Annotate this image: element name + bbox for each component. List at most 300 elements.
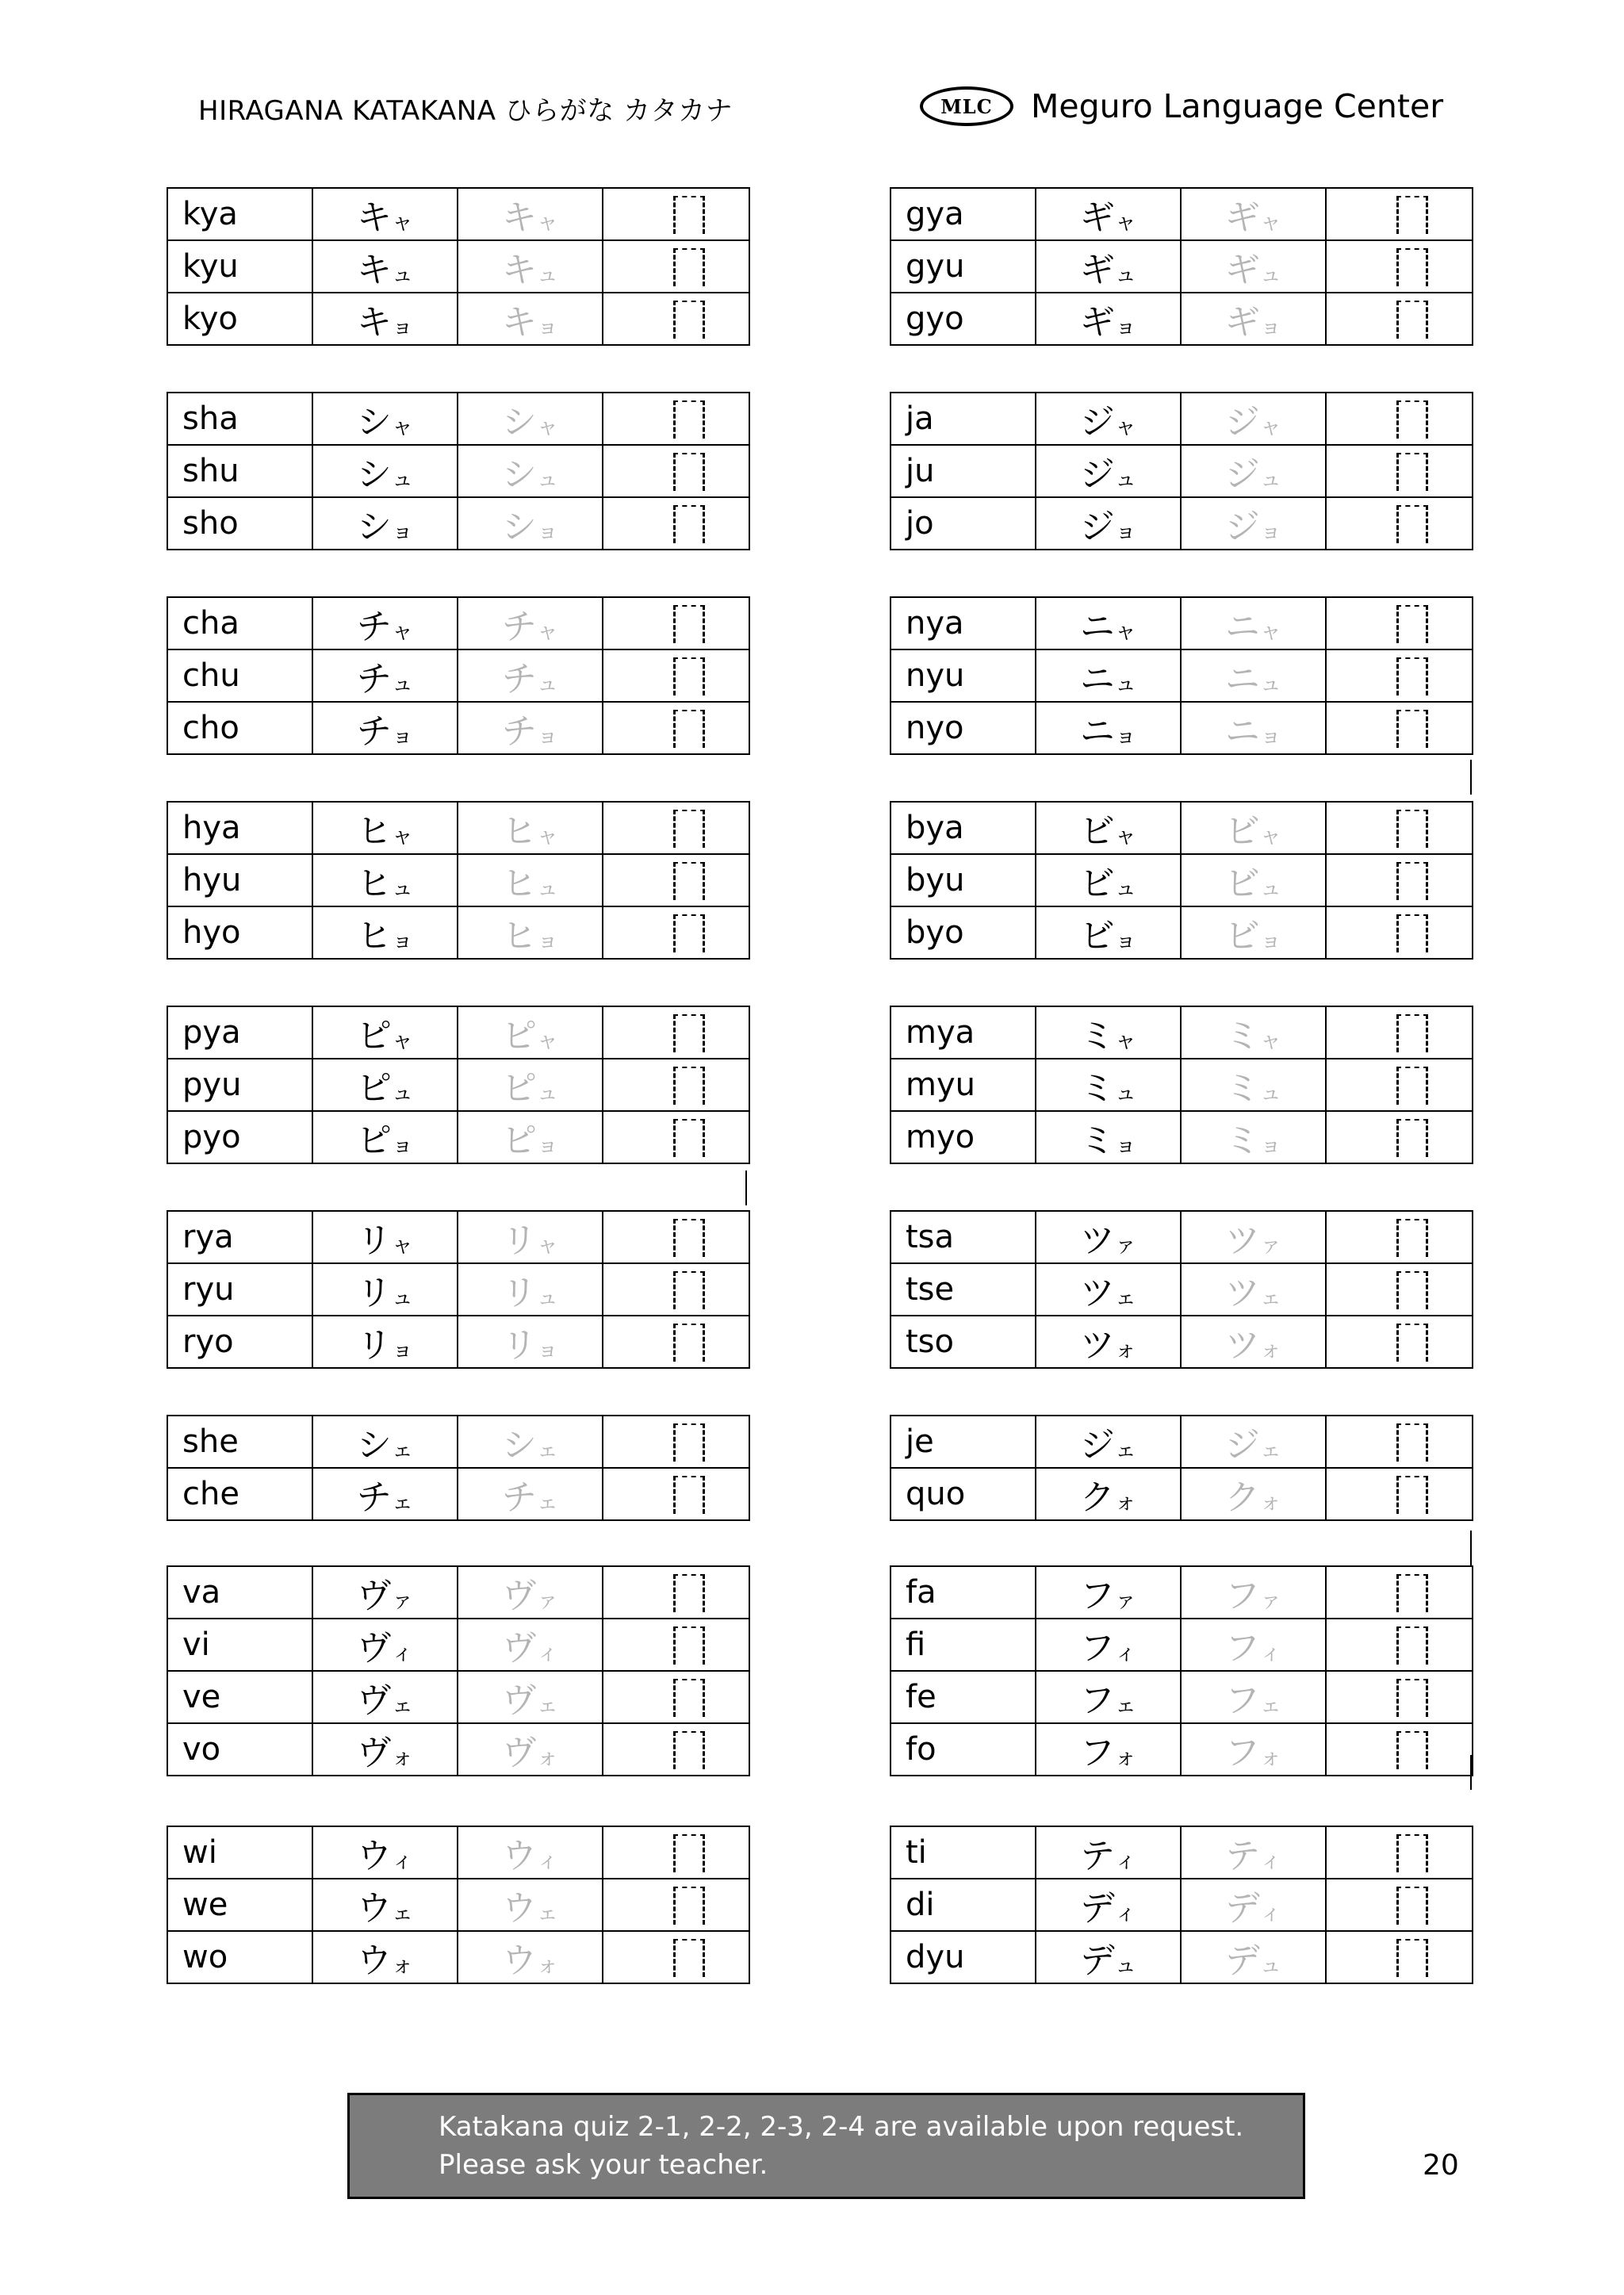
writing-practice-box[interactable] xyxy=(603,1111,749,1163)
dashed-guide-icon xyxy=(1396,1119,1428,1157)
katakana-cell xyxy=(312,1931,458,1983)
romaji-cell: kya xyxy=(167,188,312,240)
dashed-guide-icon xyxy=(1396,810,1428,848)
dashed-guide-icon xyxy=(1396,1679,1428,1717)
kana-small: ャ xyxy=(391,824,414,849)
tracing-cell xyxy=(1181,1671,1326,1723)
writing-practice-box[interactable] xyxy=(603,1416,749,1468)
writing-practice-box[interactable] xyxy=(1326,802,1473,854)
katakana-cell xyxy=(1036,1931,1181,1983)
kana-small: ォ xyxy=(1259,1490,1282,1515)
writing-practice-box[interactable] xyxy=(1326,1316,1473,1368)
kana-small: ォ xyxy=(1259,1745,1282,1770)
kana-small: ャ xyxy=(1259,619,1282,644)
katakana-cell xyxy=(1036,1566,1181,1619)
kana-base: ジ xyxy=(1224,402,1260,443)
katakana-cell xyxy=(1036,1619,1181,1671)
tracing-cell xyxy=(1181,802,1326,854)
katakana-cell xyxy=(1036,802,1181,854)
dashed-guide-icon xyxy=(673,1219,705,1257)
katakana-cell xyxy=(1036,393,1181,445)
romaji-cell: kyo xyxy=(167,293,312,345)
kana-base: ヴ xyxy=(356,1680,392,1721)
kana-base: ジ xyxy=(1224,454,1260,495)
table-row xyxy=(891,1263,1473,1316)
kana-base: ビ xyxy=(1224,916,1260,956)
margin-tick xyxy=(1470,1531,1472,1565)
tracing-cell xyxy=(1181,1566,1326,1619)
kana-base: ミ xyxy=(1079,1068,1115,1109)
romaji-cell: wo xyxy=(167,1931,312,1983)
tracing-cell xyxy=(458,1006,603,1059)
kana-base: ヴ xyxy=(356,1733,392,1773)
kana-small: ュ xyxy=(536,262,559,287)
kana-small: ュ xyxy=(536,876,559,901)
katakana-cell xyxy=(312,1723,458,1776)
romaji-cell: cho xyxy=(167,702,312,754)
writing-practice-box[interactable] xyxy=(1326,293,1473,345)
writing-practice-box[interactable] xyxy=(1326,1211,1473,1263)
writing-practice-box[interactable] xyxy=(1326,393,1473,445)
dashed-guide-icon xyxy=(673,862,705,900)
tracing-cell xyxy=(1181,649,1326,702)
writing-practice-box[interactable] xyxy=(603,1263,749,1316)
tracing-cell xyxy=(458,702,603,754)
katakana-cell xyxy=(1036,1006,1181,1059)
dashed-guide-icon xyxy=(1396,1219,1428,1257)
dashed-guide-icon xyxy=(673,1834,705,1872)
writing-practice-box[interactable] xyxy=(603,188,749,240)
tracing-cell xyxy=(458,906,603,959)
katakana-cell xyxy=(1036,1263,1181,1316)
table-row xyxy=(891,393,1473,445)
katakana-cell xyxy=(312,293,458,345)
tracing-cell xyxy=(1181,1468,1326,1520)
writing-practice-box[interactable] xyxy=(603,1059,749,1111)
dashed-guide-icon xyxy=(1396,1423,1428,1462)
katakana-cell xyxy=(312,1468,458,1520)
kana-small: ャ xyxy=(536,415,559,439)
kana-small: ュ xyxy=(1259,1081,1282,1105)
kana-small: ョ xyxy=(1114,315,1137,339)
kana-small: ャ xyxy=(536,1233,559,1258)
kana-base: キ xyxy=(356,197,392,238)
romaji-cell: we xyxy=(167,1879,312,1931)
romaji-cell: vi xyxy=(167,1619,312,1671)
kana-base: ニ xyxy=(1079,659,1115,699)
kana-table xyxy=(167,1210,750,1369)
tracing-cell xyxy=(1181,293,1326,345)
kana-base: ヴ xyxy=(356,1576,392,1616)
kana-base: ギ xyxy=(1079,302,1115,343)
tracing-cell xyxy=(458,293,603,345)
katakana-cell xyxy=(312,1619,458,1671)
dashed-guide-icon xyxy=(1396,862,1428,900)
kana-small: ュ xyxy=(1114,467,1137,492)
kana-base: ピ xyxy=(356,1068,392,1109)
kana-small: ャ xyxy=(536,619,559,644)
kana-base: ジ xyxy=(1079,507,1115,547)
romaji-cell: fe xyxy=(891,1671,1036,1723)
kana-base: シ xyxy=(501,1425,537,1466)
kana-base: シ xyxy=(356,507,392,547)
katakana-cell xyxy=(1036,445,1181,497)
kana-small: ョ xyxy=(536,519,559,544)
dashed-guide-icon xyxy=(1396,1271,1428,1309)
kana-base: フ xyxy=(1079,1628,1115,1669)
kana-base: チ xyxy=(501,659,537,699)
writing-practice-box[interactable] xyxy=(1326,1059,1473,1111)
katakana-cell xyxy=(1036,188,1181,240)
kana-small: ェ xyxy=(1114,1438,1137,1462)
tracing-cell xyxy=(1181,1879,1326,1931)
kana-small: ォ xyxy=(1114,1745,1137,1770)
romaji-cell: kyu xyxy=(167,240,312,293)
katakana-cell xyxy=(312,597,458,649)
table-row xyxy=(891,1671,1473,1723)
tracing-cell xyxy=(458,854,603,906)
kana-small: ィ xyxy=(391,1641,414,1665)
kana-base: リ xyxy=(356,1220,392,1261)
writing-practice-box[interactable] xyxy=(603,240,749,293)
katakana-cell xyxy=(1036,702,1181,754)
dashed-guide-icon xyxy=(1396,505,1428,543)
kana-base: ヒ xyxy=(501,916,537,956)
romaji-cell: va xyxy=(167,1566,312,1619)
kana-small: ョ xyxy=(391,1338,414,1362)
writing-practice-box[interactable] xyxy=(1326,1468,1473,1520)
kana-base: ピ xyxy=(356,1016,392,1056)
katakana-cell xyxy=(312,1826,458,1879)
kana-small: ョ xyxy=(1114,724,1137,749)
kana-base: リ xyxy=(501,1273,537,1313)
writing-practice-box[interactable] xyxy=(603,854,749,906)
dashed-guide-icon xyxy=(1396,1626,1428,1665)
table-row xyxy=(167,1316,749,1368)
kana-small: ャ xyxy=(1259,210,1282,235)
writing-practice-box[interactable] xyxy=(1326,1619,1473,1671)
kana-base: テ xyxy=(1224,1836,1260,1876)
romaji-cell: quo xyxy=(891,1468,1036,1520)
writing-practice-box[interactable] xyxy=(1326,1671,1473,1723)
writing-practice-box[interactable] xyxy=(603,393,749,445)
kana-base: ツ xyxy=(1079,1325,1115,1366)
writing-practice-box[interactable] xyxy=(603,1931,749,1983)
kana-base: ニ xyxy=(1079,711,1115,752)
writing-practice-box[interactable] xyxy=(1326,1566,1473,1619)
kana-small: ャ xyxy=(536,1029,559,1053)
kana-small: ョ xyxy=(536,1338,559,1362)
table-row xyxy=(167,906,749,959)
kana-base: ジ xyxy=(1079,454,1115,495)
table-row xyxy=(167,445,749,497)
writing-practice-box[interactable] xyxy=(1326,1111,1473,1163)
katakana-cell xyxy=(312,906,458,959)
katakana-cell xyxy=(312,1111,458,1163)
kana-small: ョ xyxy=(391,724,414,749)
kana-base: ギ xyxy=(1079,197,1115,238)
kana-small: ャ xyxy=(1114,210,1137,235)
kana-small: ャ xyxy=(391,619,414,644)
kana-small: ァ xyxy=(391,1588,414,1613)
kana-table xyxy=(890,596,1473,755)
kana-base: フ xyxy=(1224,1680,1260,1721)
writing-practice-box[interactable] xyxy=(1326,597,1473,649)
kana-base: ビ xyxy=(1079,916,1115,956)
dashed-guide-icon xyxy=(1396,914,1428,952)
katakana-cell xyxy=(1036,854,1181,906)
dashed-guide-icon xyxy=(673,1939,705,1977)
kana-small: ュ xyxy=(1259,1953,1282,1978)
table-row xyxy=(891,1211,1473,1263)
romaji-cell: tso xyxy=(891,1316,1036,1368)
dashed-guide-icon xyxy=(673,400,705,439)
table-row xyxy=(167,393,749,445)
tracing-cell xyxy=(1181,702,1326,754)
writing-practice-box[interactable] xyxy=(603,649,749,702)
table-row xyxy=(167,1416,749,1468)
katakana-cell xyxy=(1036,906,1181,959)
romaji-cell: ti xyxy=(891,1826,1036,1879)
kana-base: シ xyxy=(356,402,392,443)
kana-small: ェ xyxy=(1259,1693,1282,1718)
kana-base: ピ xyxy=(356,1121,392,1161)
dashed-guide-icon xyxy=(673,810,705,848)
writing-practice-box[interactable] xyxy=(603,597,749,649)
kana-base: ヴ xyxy=(501,1733,537,1773)
romaji-cell: fa xyxy=(891,1566,1036,1619)
kana-small: ュ xyxy=(536,672,559,696)
dashed-guide-icon xyxy=(1396,1887,1428,1925)
tracing-cell xyxy=(1181,188,1326,240)
kana-base: ビ xyxy=(1079,864,1115,904)
katakana-cell xyxy=(312,1316,458,1368)
kana-small: ャ xyxy=(1114,824,1137,849)
dashed-guide-icon xyxy=(1396,1324,1428,1362)
kana-small: ィ xyxy=(536,1641,559,1665)
romaji-cell: ju xyxy=(891,445,1036,497)
writing-practice-box[interactable] xyxy=(603,1619,749,1671)
kana-small: ャ xyxy=(536,210,559,235)
kana-base: ツ xyxy=(1079,1273,1115,1313)
quiz-notice-box xyxy=(347,2093,1305,2199)
kana-small: ュ xyxy=(536,467,559,492)
kana-base: ツ xyxy=(1224,1325,1260,1366)
kana-small: ョ xyxy=(536,315,559,339)
writing-practice-box[interactable] xyxy=(603,702,749,754)
romaji-cell: sho xyxy=(167,497,312,550)
kana-base: フ xyxy=(1079,1733,1115,1773)
katakana-cell xyxy=(1036,1416,1181,1468)
writing-practice-box[interactable] xyxy=(1326,1879,1473,1931)
kana-table xyxy=(890,801,1473,960)
kana-base: チ xyxy=(356,711,392,752)
kana-small: ュ xyxy=(1259,672,1282,696)
kana-table xyxy=(890,392,1473,550)
dashed-guide-icon xyxy=(1396,710,1428,748)
kana-small: ェ xyxy=(1259,1285,1282,1310)
dashed-guide-icon xyxy=(673,1476,705,1514)
writing-practice-box[interactable] xyxy=(603,906,749,959)
kana-base: ミ xyxy=(1079,1121,1115,1161)
writing-practice-box[interactable] xyxy=(1326,1263,1473,1316)
tracing-cell xyxy=(458,240,603,293)
writing-practice-box[interactable] xyxy=(1326,240,1473,293)
katakana-cell xyxy=(312,1263,458,1316)
kana-table xyxy=(167,392,750,550)
dashed-guide-icon xyxy=(1396,657,1428,695)
kana-base: ミ xyxy=(1079,1016,1115,1056)
table-row xyxy=(891,497,1473,550)
writing-practice-box[interactable] xyxy=(1326,188,1473,240)
kana-base: ウ xyxy=(356,1941,392,1981)
romaji-cell: dyu xyxy=(891,1931,1036,1983)
katakana-cell xyxy=(312,1416,458,1468)
kana-small: ァ xyxy=(1259,1233,1282,1258)
romaji-cell: di xyxy=(891,1879,1036,1931)
tracing-cell xyxy=(1181,1826,1326,1879)
table-row xyxy=(891,906,1473,959)
romaji-cell: pyu xyxy=(167,1059,312,1111)
dashed-guide-icon xyxy=(673,248,705,286)
kana-base: ウ xyxy=(501,1888,537,1929)
tracing-cell xyxy=(458,393,603,445)
writing-practice-box[interactable] xyxy=(603,1723,749,1776)
romaji-cell: gyu xyxy=(891,240,1036,293)
tracing-cell xyxy=(458,445,603,497)
romaji-cell: chu xyxy=(167,649,312,702)
tracing-cell xyxy=(1181,1619,1326,1671)
kana-small: ョ xyxy=(1259,315,1282,339)
margin-tick xyxy=(745,1170,747,1205)
kana-small: ォ xyxy=(536,1745,559,1770)
writing-practice-box[interactable] xyxy=(1326,1006,1473,1059)
kana-base: ギ xyxy=(1224,250,1260,290)
table-row xyxy=(891,293,1473,345)
writing-practice-box[interactable] xyxy=(1326,649,1473,702)
kana-small: ャ xyxy=(1259,415,1282,439)
table-row xyxy=(891,240,1473,293)
dashed-guide-icon xyxy=(1396,1574,1428,1612)
kana-base: チ xyxy=(356,659,392,699)
kana-base: デ xyxy=(1224,1888,1260,1929)
romaji-cell: fo xyxy=(891,1723,1036,1776)
kana-base: シ xyxy=(501,507,537,547)
writing-practice-box[interactable] xyxy=(603,1566,749,1619)
kana-base: シ xyxy=(356,454,392,495)
writing-practice-box[interactable] xyxy=(603,1006,749,1059)
writing-practice-box[interactable] xyxy=(603,1316,749,1368)
katakana-cell xyxy=(312,497,458,550)
katakana-cell xyxy=(1036,1316,1181,1368)
writing-practice-box[interactable] xyxy=(603,1468,749,1520)
romaji-cell: nyu xyxy=(891,649,1036,702)
kana-base: ミ xyxy=(1224,1121,1260,1161)
kana-small: ュ xyxy=(1114,1953,1137,1978)
margin-tick xyxy=(1470,760,1472,795)
writing-practice-box[interactable] xyxy=(603,802,749,854)
tracing-cell xyxy=(458,1619,603,1671)
writing-practice-box[interactable] xyxy=(1326,1931,1473,1983)
kana-small: ュ xyxy=(1259,467,1282,492)
writing-practice-box[interactable] xyxy=(1326,702,1473,754)
table-row xyxy=(167,1723,749,1776)
writing-practice-box[interactable] xyxy=(603,445,749,497)
table-row xyxy=(167,1879,749,1931)
writing-practice-box[interactable] xyxy=(1326,854,1473,906)
writing-practice-box[interactable] xyxy=(1326,1723,1473,1776)
tracing-cell xyxy=(1181,1931,1326,1983)
kana-small: ェ xyxy=(1114,1693,1137,1718)
table-row xyxy=(891,1316,1473,1368)
dashed-guide-icon xyxy=(1396,301,1428,339)
katakana-cell xyxy=(1036,1671,1181,1723)
writing-practice-box[interactable] xyxy=(603,497,749,550)
writing-practice-box[interactable] xyxy=(1326,445,1473,497)
kana-small: ョ xyxy=(1259,929,1282,953)
dashed-guide-icon xyxy=(673,914,705,952)
writing-practice-box[interactable] xyxy=(603,1211,749,1263)
kana-small: ャ xyxy=(1114,415,1137,439)
kana-small: ェ xyxy=(391,1901,414,1925)
katakana-cell xyxy=(312,1671,458,1723)
kana-small: ィ xyxy=(1259,1901,1282,1925)
katakana-cell xyxy=(1036,1211,1181,1263)
kana-base: ウ xyxy=(501,1941,537,1981)
kana-base: ク xyxy=(1224,1477,1260,1518)
kana-base: ニ xyxy=(1224,659,1260,699)
dashed-guide-icon xyxy=(1396,1939,1428,1977)
table-row xyxy=(891,702,1473,754)
kana-base: ヒ xyxy=(501,811,537,852)
kana-small: ャ xyxy=(1259,824,1282,849)
kana-small: ィ xyxy=(1114,1901,1137,1925)
kana-small: ュ xyxy=(1114,672,1137,696)
romaji-cell: myo xyxy=(891,1111,1036,1163)
writing-practice-box[interactable] xyxy=(1326,1416,1473,1468)
kana-table xyxy=(890,1210,1473,1369)
romaji-cell: tse xyxy=(891,1263,1036,1316)
tracing-cell xyxy=(458,802,603,854)
writing-practice-box[interactable] xyxy=(1326,497,1473,550)
writing-practice-box[interactable] xyxy=(603,293,749,345)
writing-practice-box[interactable] xyxy=(1326,1826,1473,1879)
kana-small: ェ xyxy=(391,1438,414,1462)
dashed-guide-icon xyxy=(673,1887,705,1925)
tracing-cell xyxy=(458,1723,603,1776)
table-row xyxy=(891,597,1473,649)
tracing-cell xyxy=(1181,445,1326,497)
kana-base: ピ xyxy=(501,1121,537,1161)
kana-base: ギ xyxy=(1079,250,1115,290)
writing-practice-box[interactable] xyxy=(603,1826,749,1879)
kana-base: フ xyxy=(1079,1680,1115,1721)
katakana-cell xyxy=(312,854,458,906)
writing-practice-box[interactable] xyxy=(603,1671,749,1723)
writing-practice-box[interactable] xyxy=(603,1879,749,1931)
tracing-cell xyxy=(1181,906,1326,959)
kana-table xyxy=(890,1565,1473,1776)
kana-small: ィ xyxy=(1114,1849,1137,1873)
kana-base: ク xyxy=(1079,1477,1115,1518)
table-row xyxy=(167,702,749,754)
writing-practice-box[interactable] xyxy=(1326,906,1473,959)
dashed-guide-icon xyxy=(1396,1067,1428,1105)
kana-base: キ xyxy=(356,250,392,290)
kana-base: ニ xyxy=(1224,711,1260,752)
tracing-cell xyxy=(458,1416,603,1468)
kana-table xyxy=(167,1826,750,1984)
